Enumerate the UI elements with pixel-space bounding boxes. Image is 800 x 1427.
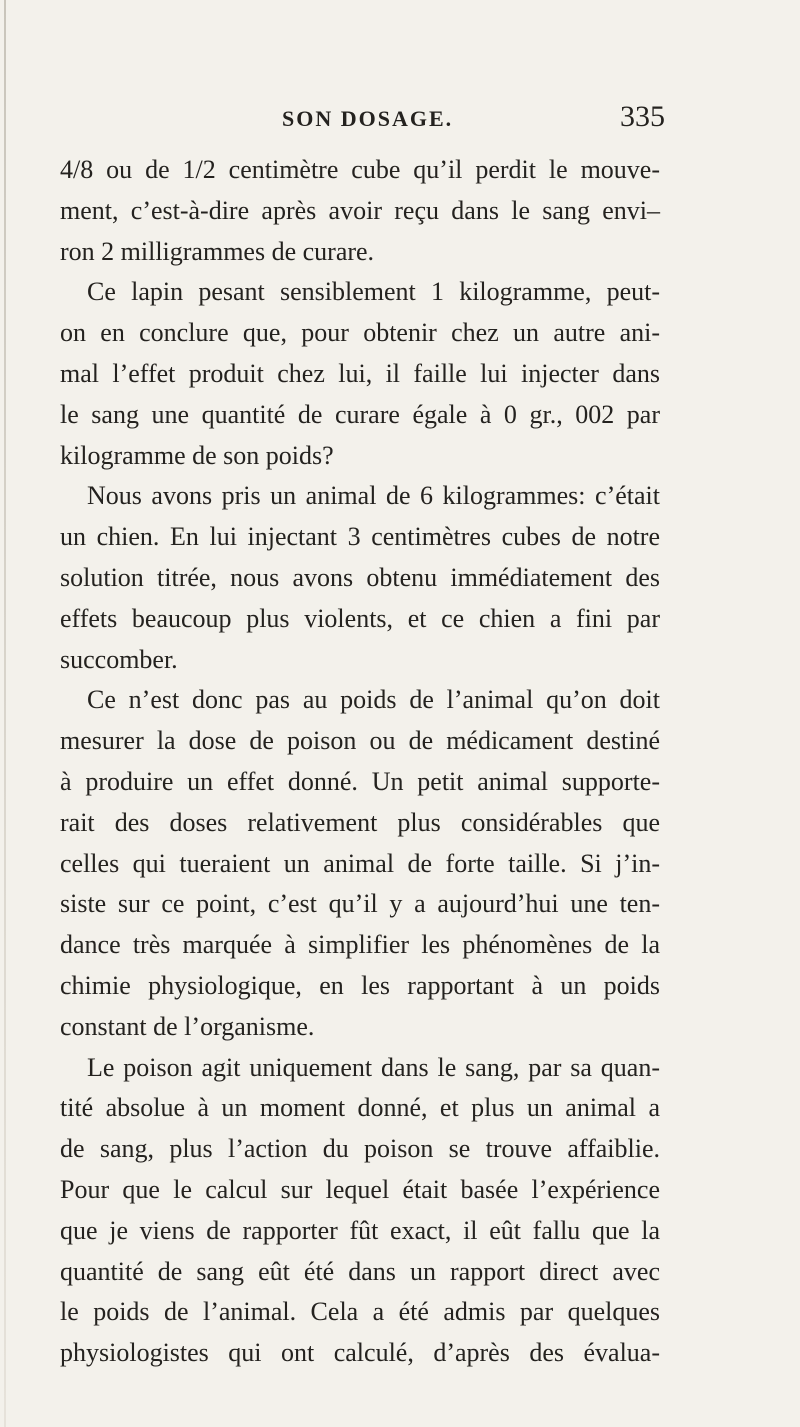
text-line: mal l’effet produit chez lui, il faille lui injecter dans <box>60 358 660 388</box>
text-line: 4/8 ou de 1/2 centimètre cube qu’il perdit le mouve- <box>60 155 660 184</box>
page-edge <box>4 0 6 1427</box>
text-line: succomber. <box>60 644 178 674</box>
text-line: à produire un effet donné. Un petit animal supporte- <box>60 766 660 796</box>
text-line: que je viens de rapporter fût exact, il eût fallu que la <box>60 1215 660 1245</box>
text-line: un chien. En lui injectant 3 centimètres cubes de notre <box>60 522 660 552</box>
running-head <box>0 100 800 140</box>
text-line: ment, c’est-à-dire après avoir reçu dans le sang envi– <box>60 195 660 225</box>
text-line: tité absolue à un moment donné, et plus un animal a <box>60 1093 660 1123</box>
text-line: quantité de sang eût été dans un rapport direct avec <box>60 1256 660 1286</box>
body-text <box>60 150 660 1374</box>
running-head-title: SON DOSAGE. <box>282 106 454 131</box>
text-line: solution titrée, nous avons obtenu immédiatement des <box>60 562 660 592</box>
text-line: Le poison agit uniquement dans le sang, par sa quan- <box>87 1052 660 1082</box>
text-line: on en conclure que, pour obtenir chez un autre ani- <box>60 318 660 348</box>
text-line: chimie physiologique, en les rapportant à un poids <box>60 970 660 1000</box>
text-line: Pour que le calcul sur lequel était basée l’expérience <box>60 1174 660 1204</box>
text-line: mesurer la dose de poison ou de médicament destiné <box>60 726 660 756</box>
text-line: effets beaucoup plus violents, et ce chien a fini par <box>60 603 660 633</box>
text-line: de sang, plus l’action du poison se trouve affaiblie. <box>60 1134 660 1164</box>
text-line: ron 2 milligrammes de curare. <box>60 236 375 266</box>
text-line: siste sur ce point, c’est qu’il y a aujourd’hui une ten- <box>60 889 660 919</box>
text-line: Ce lapin pesant sensiblement 1 kilogramme, peut- <box>87 277 660 307</box>
text-line: celles qui tueraient un animal de forte taille. Si j’in- <box>60 848 660 878</box>
text-line: le poids de l’animal. Cela a été admis par quelques <box>60 1297 660 1327</box>
text-line: rait des doses relativement plus considérables que <box>60 807 660 837</box>
text-line: Nous avons pris un animal de 6 kilogrammes: c’était <box>87 481 660 511</box>
page-number: 335 <box>620 100 665 133</box>
text-line: le sang une quantité de curare égale à 0 gr., 002 par <box>60 399 660 429</box>
text-line: Ce n’est donc pas au poids de l’animal qu’on doit <box>87 685 660 715</box>
text-line: constant de l’organisme. <box>60 1011 315 1041</box>
text-line: kilogramme de son poids? <box>60 440 334 470</box>
text-line: physiologistes qui ont calculé, d’après des évalua- <box>60 1338 660 1368</box>
text-line: dance très marquée à simplifier les phénomènes de la <box>60 930 660 960</box>
